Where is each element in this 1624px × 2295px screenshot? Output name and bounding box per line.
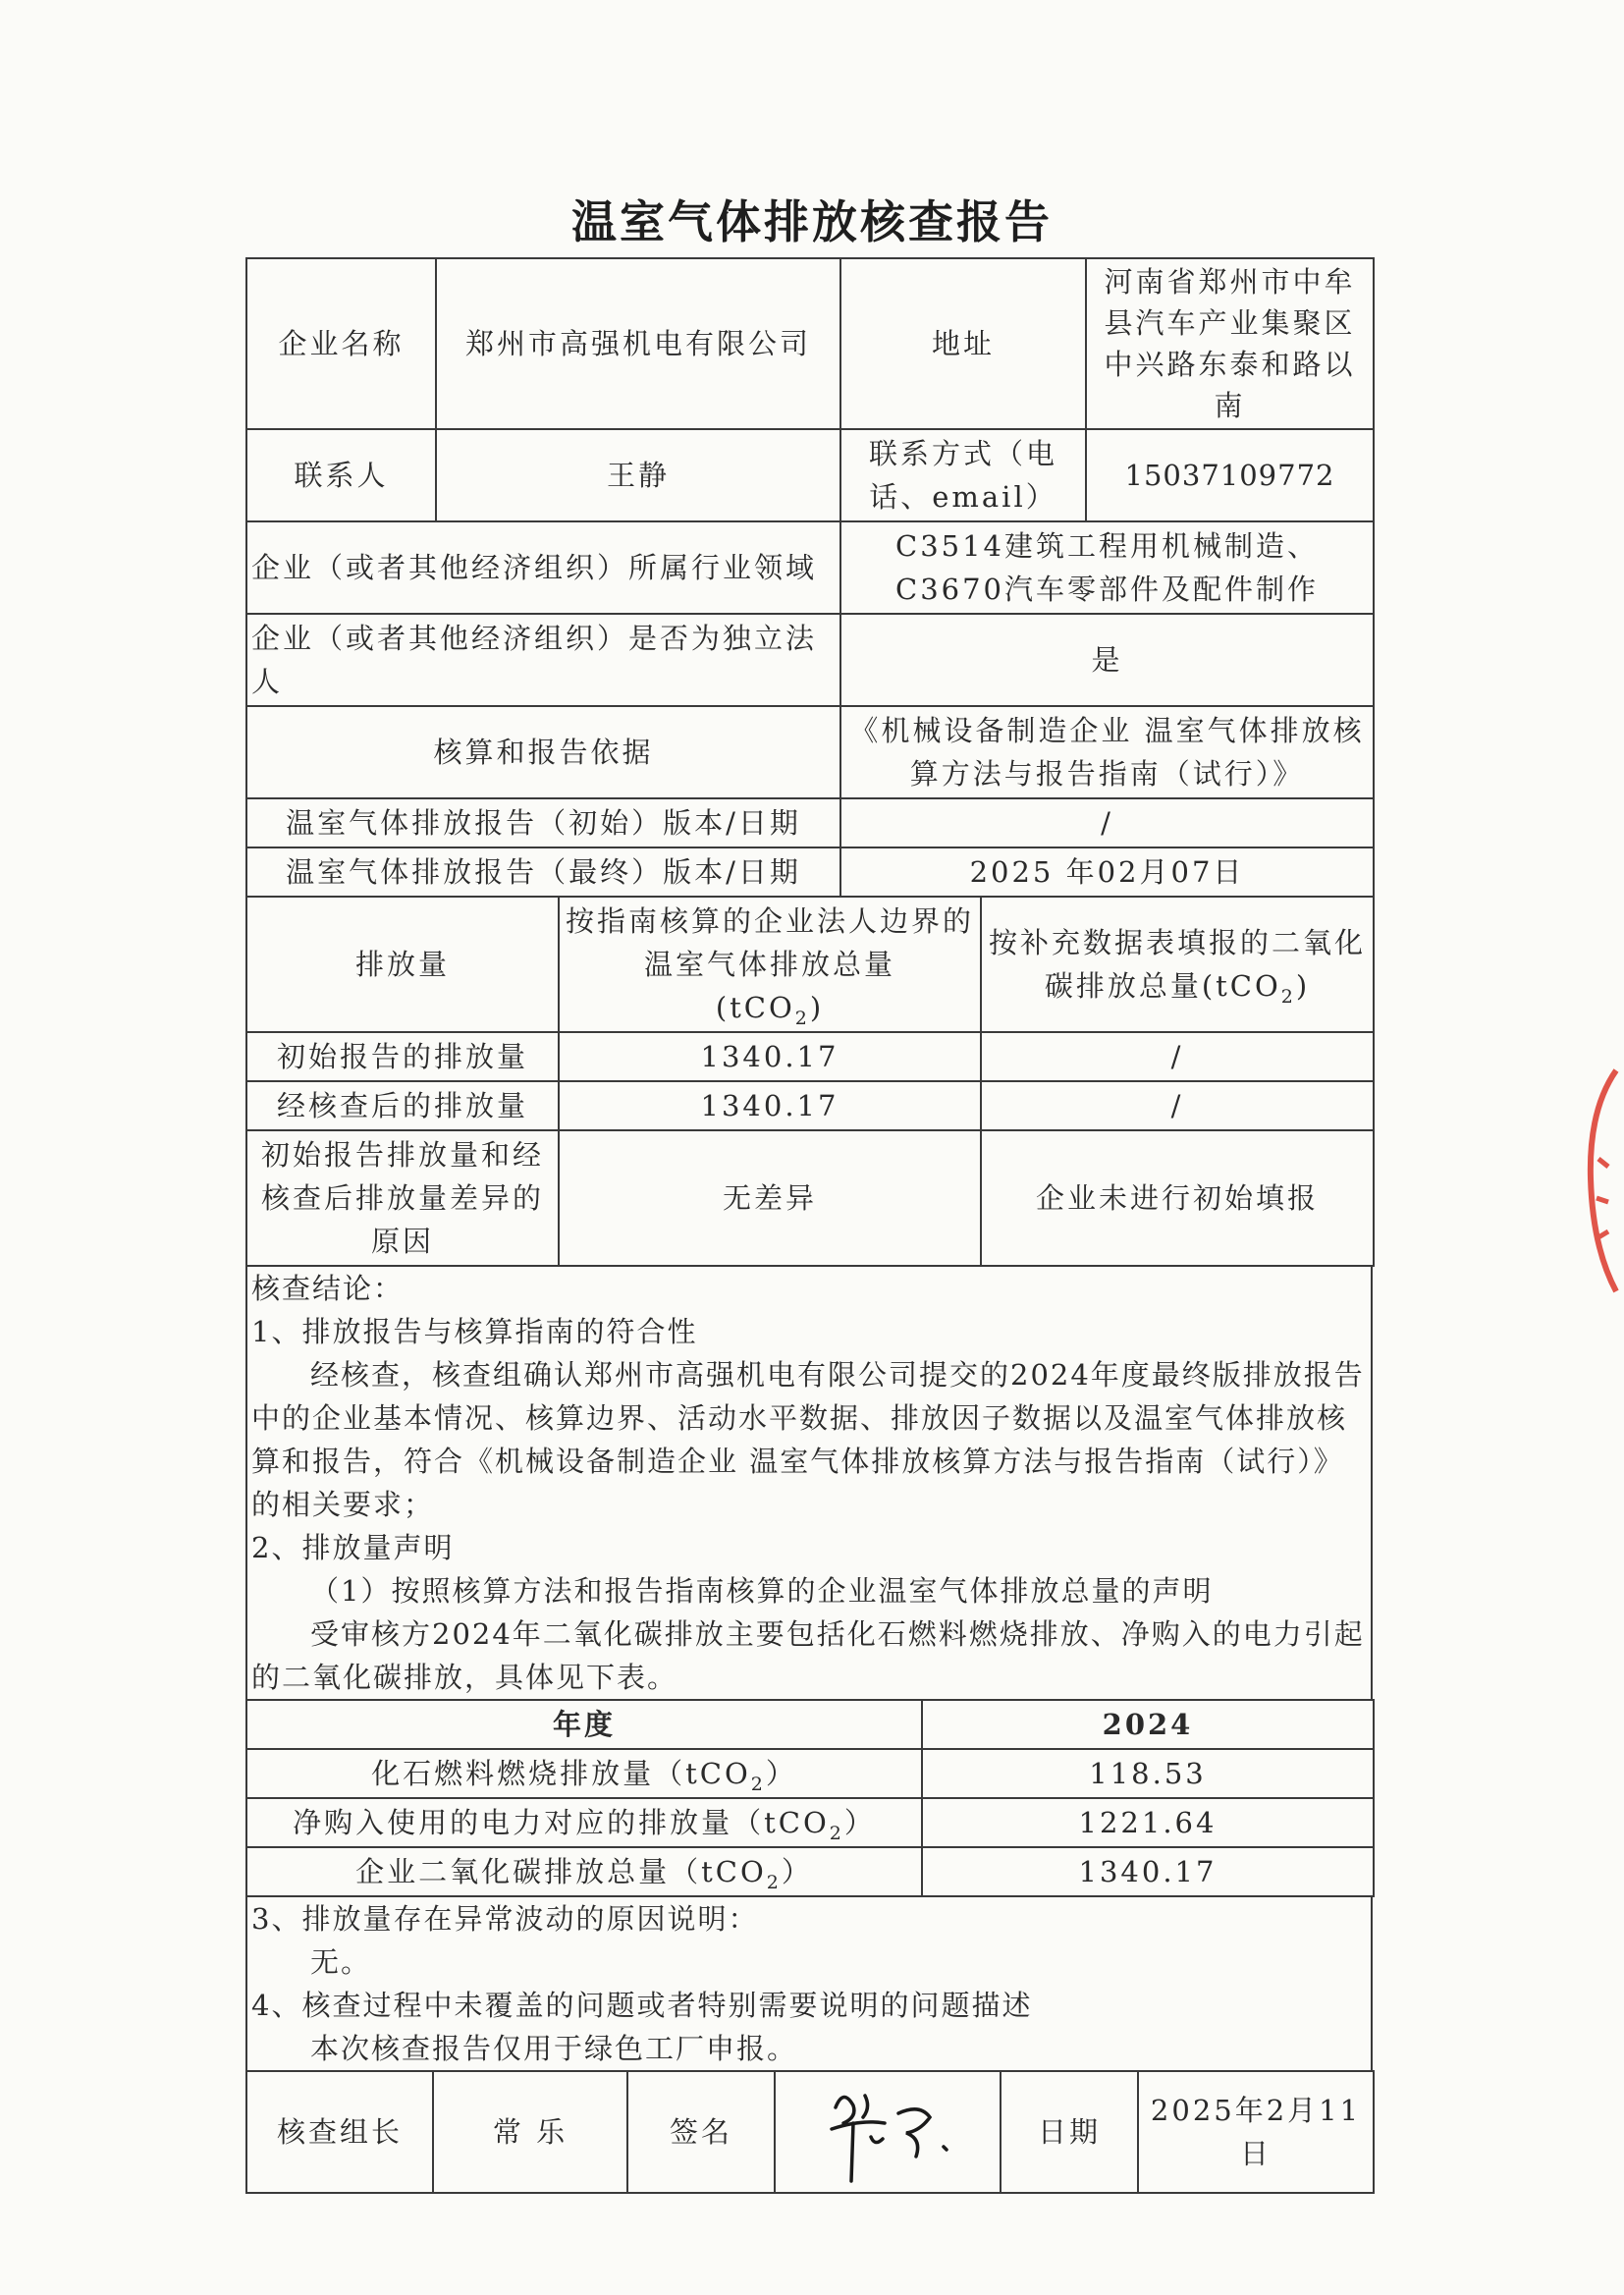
date-value: 2025年2月11日: [1138, 2071, 1374, 2193]
company-name-value: 郑州市高强机电有限公司: [436, 258, 840, 429]
section-1-title: 1、排放报告与核算指南的符合性: [251, 1315, 698, 1348]
year-label: 年度: [246, 1700, 922, 1749]
phone-label: 联系方式（电话、email）: [840, 429, 1086, 521]
contact-label: 联系人: [246, 429, 436, 521]
row-value-supplement: 企业未进行初始填报: [981, 1130, 1374, 1266]
final-version-label: 温室气体排放报告（最终）版本/日期: [246, 847, 840, 897]
table-row: [246, 798, 1374, 847]
total-label: 企业二氧化碳排放总量（tCO$_2$）: [246, 1847, 922, 1896]
report-title: 温室气体排放核查报告: [571, 195, 1053, 248]
signoff-table: [245, 2070, 1375, 2194]
table-row: [246, 258, 1374, 429]
electricity-label: 净购入使用的电力对应的排放量（tCO$_2$）: [246, 1798, 922, 1847]
annual-emissions-table: [245, 1699, 1375, 1897]
emissions-label: 排放量: [246, 897, 559, 1032]
table-row: [246, 521, 1374, 614]
section-3-text: 无。: [310, 1945, 372, 1979]
signature: [775, 2071, 1001, 2193]
electricity-value: 1221.64: [922, 1798, 1374, 1847]
emissions-table: [245, 896, 1375, 1267]
table-row: [246, 706, 1374, 798]
emissions-col2-header: 按补充数据表填报的二氧化碳排放总量(tCO$_2$): [981, 897, 1374, 1032]
table-row: [246, 1130, 1374, 1266]
table-row: [246, 1700, 1374, 1749]
legal-person-label: 企业（或者其他经济组织）是否为独立法人: [246, 614, 840, 706]
row-value-supplement: /: [981, 1081, 1374, 1130]
date-label: 日期: [1001, 2071, 1138, 2193]
legal-person-value: 是: [840, 614, 1374, 706]
table-row: [246, 614, 1374, 706]
initial-version-label: 温室气体排放报告（初始）版本/日期: [246, 798, 840, 847]
table-row: [246, 1081, 1374, 1130]
phone-value: 15037109772: [1086, 429, 1374, 521]
conclusion-section: [245, 1267, 1373, 1699]
row-label: 初始报告的排放量: [246, 1032, 559, 1081]
contact-value: 王静: [436, 429, 840, 521]
row-label: 初始报告排放量和经核查后排放量差异的原因: [246, 1130, 559, 1266]
row-value-supplement: /: [981, 1032, 1374, 1081]
leader-label: 核查组长: [246, 2071, 433, 2193]
table-row: [246, 1032, 1374, 1081]
leader-name: 常 乐: [433, 2071, 627, 2193]
total-value: 1340.17: [922, 1847, 1374, 1896]
company-name-label: 企业名称: [246, 258, 436, 429]
table-row: [246, 429, 1374, 521]
section-2-title: 2、排放量声明: [251, 1531, 455, 1564]
final-version-value: 2025 年02月07日: [840, 847, 1374, 897]
section-2-text: 受审核方2024年二氧化碳排放主要包括化石燃料燃烧排放、净购入的电力引起的二氧化碳排放，具体见下表。: [251, 1617, 1365, 1694]
company-info-table: [245, 257, 1375, 898]
section-4-title: 4、核查过程中未覆盖的问题或者特别需要说明的问题描述: [251, 1989, 1033, 2022]
emissions-col1-header: 按指南核算的企业法人边界的温室气体排放总量 (tCO$_2$): [559, 897, 981, 1032]
initial-version-value: /: [840, 798, 1374, 847]
table-row: [246, 897, 1374, 1032]
industry-label: 企业（或者其他经济组织）所属行业领域: [246, 521, 840, 614]
row-value-guideline: 无差异: [559, 1130, 981, 1266]
basis-value: 《机械设备制造企业 温室气体排放核算方法与报告指南（试行）》: [840, 706, 1374, 798]
conclusion-heading: 核查结论：: [251, 1272, 405, 1305]
table-row: [246, 847, 1374, 897]
section-3-title: 3、排放量存在异常波动的原因说明：: [251, 1902, 759, 1936]
section-2-subtitle: （1）按照核算方法和报告指南核算的企业温室气体排放总量的声明: [310, 1574, 1214, 1608]
conclusion-section-continued: [245, 1897, 1373, 2070]
fossil-fuel-value: 118.53: [922, 1749, 1374, 1798]
official-seal-fragment: [1569, 1051, 1620, 1306]
signature-label: 签名: [627, 2071, 775, 2193]
table-row: [246, 1798, 1374, 1847]
row-value-guideline: 1340.17: [559, 1081, 981, 1130]
fossil-fuel-label: 化石燃料燃烧排放量（tCO$_2$）: [246, 1749, 922, 1798]
address-label: 地址: [840, 258, 1086, 429]
basis-label: 核算和报告依据: [246, 706, 840, 798]
report-form: [245, 257, 1373, 2194]
section-1-text: 经核查，核查组确认郑州市高强机电有限公司提交的2024年度最终版排放报告中的企业基本情况、核算边界、活动水平数据、排放因子数据以及温室气体排放核算和报告，符合《机械设备制造企业 温室气体排放核算方法与报告指南（试行）》的相关要求；: [251, 1358, 1365, 1521]
row-label: 经核查后的排放量: [246, 1081, 559, 1130]
industry-value: C3514建筑工程用机械制造、C3670汽车零部件及配件制作: [840, 521, 1374, 614]
handwritten-signature: [814, 2078, 961, 2186]
year-value: 2024: [922, 1700, 1374, 1749]
row-value-guideline: 1340.17: [559, 1032, 981, 1081]
section-4-text: 本次核查报告仅用于绿色工厂申报。: [310, 2032, 798, 2065]
address-value: 河南省郑州市中牟县汽车产业集聚区中兴路东泰和路以南: [1086, 258, 1374, 429]
table-row: [246, 2071, 1374, 2193]
table-row: [246, 1749, 1374, 1798]
table-row: [246, 1847, 1374, 1896]
